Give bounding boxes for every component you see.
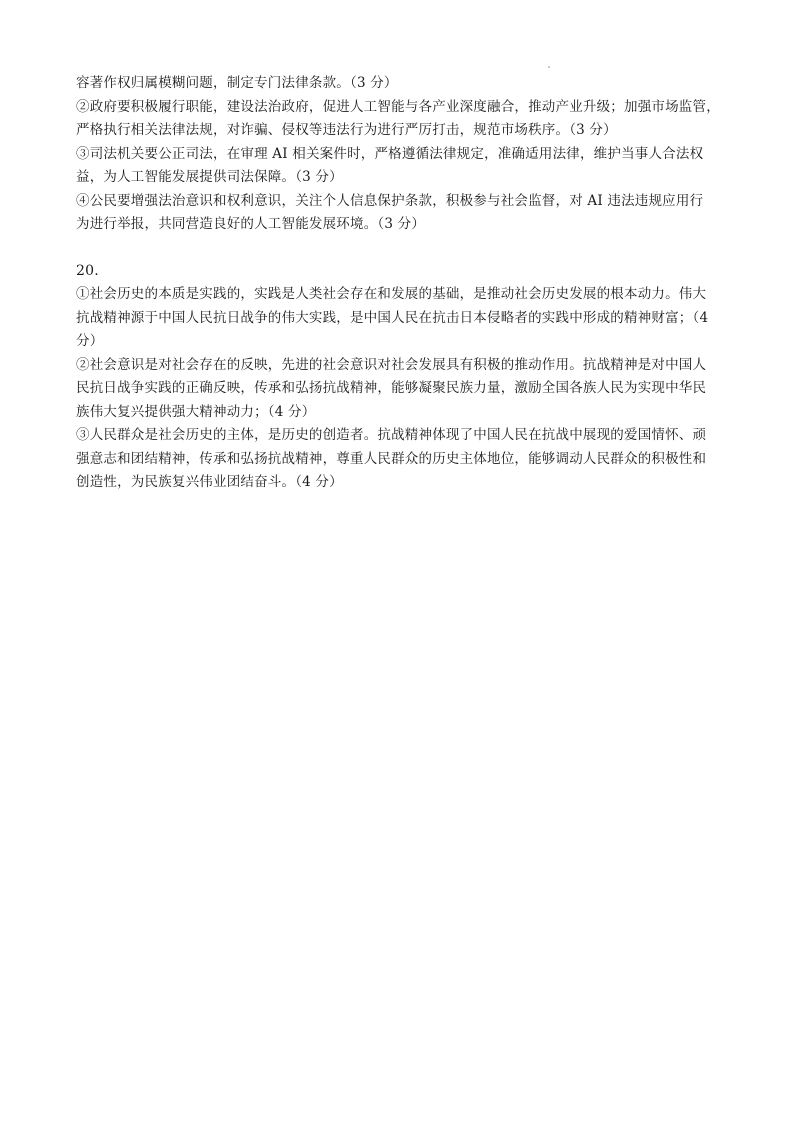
answer-line: ④公民要增强法治意识和权利意识，关注个人信息保护条款，积极参与社会监督，对 AI 违法违规应用行: [76, 192, 704, 209]
scan-speck: [548, 66, 550, 68]
section-gap: [76, 237, 726, 260]
previous-answer-block: [76, 72, 726, 237]
answer-line: 强意志和团结精神，传承和弘扬抗战精神，尊重人民群众的历史主体地位，能够调动人民群众的积极性和: [76, 450, 707, 467]
answer-line: ②政府要积极履行职能，建设法治政府，促进人工智能与各产业深度融合，推动产业升级；加强市场监管，: [76, 98, 720, 115]
answer-line: 分）: [76, 333, 104, 349]
answer-line: ①社会历史的本质是实践的，实践是人类社会存在和发展的基础，是推动社会历史发展的根本动力。伟大: [76, 286, 707, 302]
answer-line: 创造性，为民族复兴伟业团结奋斗。（4 分）: [76, 474, 343, 490]
answer-line: ③人民群众是社会历史的主体，是历史的创造者。抗战精神体现了中国人民在抗战中展现的爱国情怀、顽: [76, 427, 707, 443]
answer-line: 抗战精神源于中国人民抗日战争的伟大实践，是中国人民在抗击日本侵略者的实践中形成的精神财富；（4: [76, 309, 709, 326]
answer-page: [76, 72, 726, 495]
answer-line: 民抗日战争实践的正确反映，传承和弘扬抗战精神，能够凝聚民族力量，激励全国各族人民为实现中华民: [76, 380, 707, 396]
answer-line: ③司法机关要公正司法，在审理 AI 相关案件时，严格遵循法律规定，准确适用法律，维护当事人合法权: [76, 145, 704, 162]
answer-line: 益，为人工智能发展提供司法保障。（3 分）: [76, 169, 343, 185]
answer-line: 为进行举报，共同营造良好的人工智能发展环境。（3 分）: [76, 216, 426, 232]
answer-line: 容著作权归属模糊问题，制定专门法律条款。（3 分）: [76, 75, 398, 91]
answer-line: ②社会意识是对社会存在的反映，先进的社会意识对社会发展具有积极的推动作用。抗战精神是对中国人: [76, 356, 707, 373]
answer-line: 严格执行相关法律法规，对诈骗、侵权等违法行为进行严厉打击，规范市场秩序。（3 分）: [76, 122, 617, 138]
question-number: 20.: [76, 262, 99, 279]
answer-line: 族伟大复兴提供强大精神动力；（4 分）: [76, 403, 316, 420]
question-20-block: [76, 260, 726, 495]
